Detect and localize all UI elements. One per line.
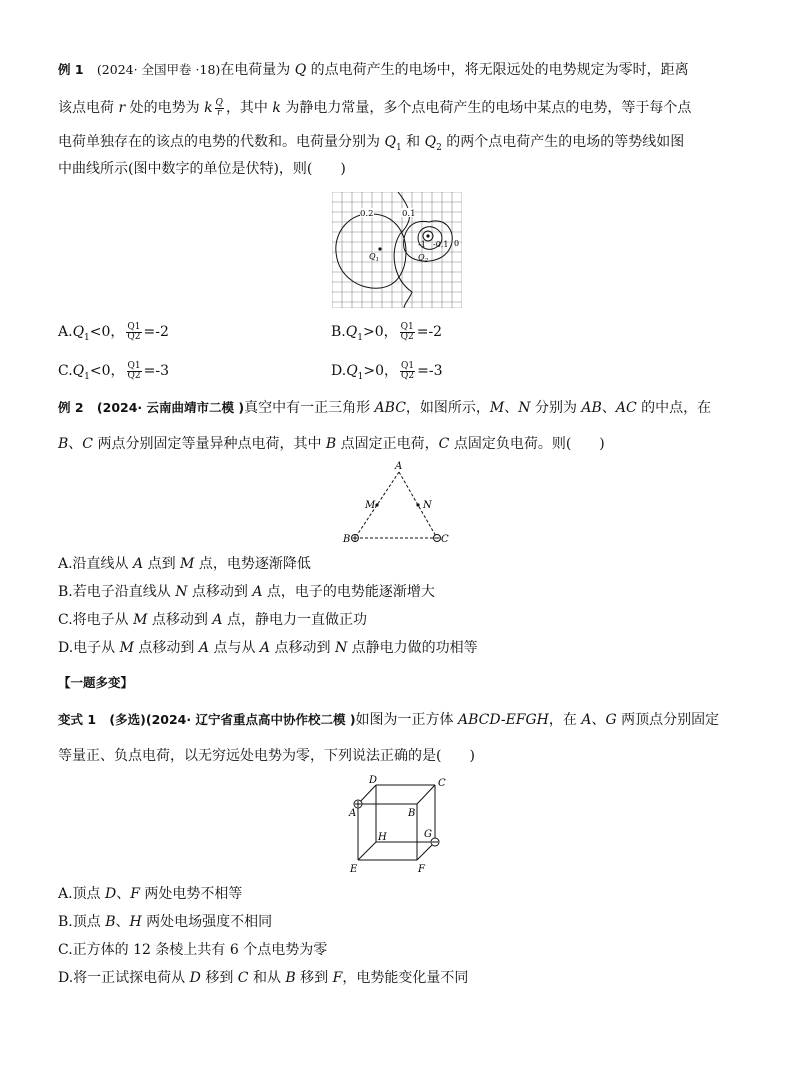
opt-num: 6 <box>229 942 239 958</box>
ex1-source: (2024· 全国甲卷 ·18) <box>96 62 221 77</box>
frac-den: Q2 <box>127 331 141 342</box>
ex1-line-2 <box>58 98 691 118</box>
frac-num: Q1 <box>127 321 141 332</box>
opt-text: 点与从 <box>209 640 260 656</box>
var1-cube-figure <box>340 772 460 878</box>
opt-var: N <box>175 584 188 600</box>
ex2-var: C <box>438 436 450 452</box>
opt-text: 移到 <box>295 970 333 986</box>
opt-var: D <box>189 970 201 986</box>
option-val: =-2 <box>143 324 169 340</box>
var1-var: A <box>581 712 592 728</box>
option-fraction <box>126 323 141 342</box>
opt-text: 、 <box>115 914 130 930</box>
opt-text: B.顶点 <box>58 914 106 930</box>
option-rel: <0， <box>89 363 125 379</box>
ex1-sub: 1 <box>395 142 402 153</box>
option-sub: 1 <box>357 332 363 343</box>
edge-bc <box>417 785 435 804</box>
opt-var: A <box>212 612 223 628</box>
ex2-text: 的中点，在 <box>636 400 712 416</box>
label-n: N <box>423 500 432 511</box>
opt-text: D.电子从 <box>58 640 120 656</box>
ex2-var: M <box>489 400 505 416</box>
opt-text: 点静电力做的功相等 <box>347 640 478 656</box>
ex1-text: 在电荷量为 <box>220 62 295 78</box>
frac-num: Q1 <box>401 360 415 371</box>
label-d: D <box>369 775 378 786</box>
frac-num: Q <box>215 97 223 108</box>
opt-var: C <box>237 970 249 986</box>
opt-text: 和从 <box>248 970 286 986</box>
frac-den: Q2 <box>401 370 415 381</box>
ex2-line-1 <box>58 398 711 418</box>
label-c: C <box>441 534 449 545</box>
option-val: =-2 <box>416 324 443 340</box>
edge-eh <box>358 842 376 860</box>
opt-text: 点移动到 <box>187 584 253 600</box>
label-e: E <box>350 864 358 875</box>
option-val: =-3 <box>143 363 170 379</box>
ex2-option-d[interactable] <box>58 638 478 658</box>
label-0.1: 0.1 <box>402 209 416 219</box>
point-m <box>375 503 378 506</box>
opt-var: A <box>252 584 263 600</box>
option-letter: D. <box>331 363 347 379</box>
label-c: C <box>438 778 446 789</box>
var1-text: 、 <box>591 712 606 728</box>
option-sub: 1 <box>84 332 90 343</box>
option-var: Q <box>72 324 85 340</box>
ex1-text: 的点电荷产生的电场中，将无限远处的电势规定为零时，距离 <box>306 62 689 78</box>
ex2-var: B <box>58 436 69 452</box>
ex1-label: 例 1 <box>58 62 84 77</box>
q1-charge <box>378 247 381 250</box>
ex1-var-k: k <box>272 100 281 116</box>
opt-text: 两处电势不相等 <box>139 886 243 902</box>
opt-var: M <box>133 612 148 628</box>
label-q1: $Q_1$ <box>369 252 380 263</box>
ex1-option-c[interactable] <box>58 361 169 387</box>
frac-den: r <box>217 107 222 118</box>
var1-line-2: 等量正、负点电荷，以无穷远处电势为零，下列说法正确的是( ) <box>58 748 475 764</box>
opt-text: C.将电子从 <box>58 612 134 628</box>
opt-text: 、 <box>116 886 131 902</box>
opt-var: M <box>119 640 134 656</box>
ex2-var: ABC <box>374 400 406 416</box>
opt-var: A <box>259 640 271 656</box>
ex2-text: 、 <box>504 400 519 416</box>
var1-text: 两顶点分别固定 <box>616 712 720 728</box>
opt-var: F <box>130 886 140 902</box>
option-fraction <box>400 323 415 342</box>
var1-line-1 <box>58 710 719 730</box>
ex1-var-r: r <box>118 100 126 116</box>
option-fraction <box>127 362 142 381</box>
option-sub: 1 <box>84 371 90 382</box>
opt-var: A <box>133 556 144 572</box>
opt-text: B.若电子沿直线从 <box>58 584 176 600</box>
var1-var: ABCD-EFGH <box>457 712 549 728</box>
opt-text: 点移动到 <box>133 640 199 656</box>
label-minus-0.1: -0.1 <box>433 240 449 249</box>
ex2-text: 分别为 <box>530 400 582 416</box>
ex2-label: 例 2 <box>58 400 84 415</box>
section-header: 【一题多变】 <box>58 675 134 690</box>
ex1-fraction <box>215 99 224 118</box>
var1-label: 变式 1 <box>58 712 97 727</box>
var1-option-c[interactable] <box>58 940 327 960</box>
label-g: G <box>424 829 432 840</box>
ex2-option-c[interactable] <box>58 610 367 630</box>
opt-text: D.将一正试探电荷从 <box>58 970 190 986</box>
point-n <box>416 503 419 506</box>
ex1-text: 处的电势为 <box>125 100 205 116</box>
opt-var: A <box>198 640 210 656</box>
opt-var: N <box>334 640 348 656</box>
ex1-line-4: 中曲线所示(图中数字的单位是伏特)，则( ) <box>58 161 346 177</box>
option-letter: C. <box>58 363 73 379</box>
option-sub: 1 <box>357 371 364 382</box>
opt-var: D <box>105 886 117 902</box>
label-0: 0 <box>454 239 460 248</box>
ex2-var: B <box>325 436 337 452</box>
option-fraction <box>400 362 415 381</box>
opt-var: B <box>105 914 116 930</box>
ex1-option-d[interactable] <box>331 361 443 387</box>
ex1-line-3 <box>58 132 684 158</box>
q2-charge <box>426 234 429 237</box>
ex2-text: 、 <box>68 436 83 452</box>
ex1-option-a[interactable] <box>58 322 169 348</box>
ex2-option-a[interactable] <box>58 554 311 574</box>
ex1-sub: 2 <box>436 142 442 153</box>
ex1-var-k: k <box>204 100 213 116</box>
option-val: =-3 <box>417 363 443 379</box>
frac-num: Q1 <box>127 360 141 371</box>
ex2-text: 点固定正电荷， <box>336 436 439 452</box>
opt-var: H <box>129 914 142 930</box>
ex2-text: 真空中有一正三角形 <box>244 400 375 416</box>
var1-var: G <box>605 712 617 728</box>
var1-text: 如图为一正方体 <box>355 712 458 728</box>
label-h: H <box>378 832 387 843</box>
opt-text: 移到 <box>200 970 238 986</box>
label-b: B <box>343 534 351 545</box>
ex2-source: (2024· 云南曲靖市二模 ) <box>96 400 245 415</box>
option-var: Q <box>345 324 358 340</box>
var1-source: (2024· 辽宁省重点高中协作校二模 ) <box>145 712 356 727</box>
ex2-option-b[interactable] <box>58 582 435 602</box>
label-b: B <box>408 808 416 819</box>
frac-den: Q2 <box>127 370 141 381</box>
label-m: M <box>365 500 376 511</box>
option-rel: <0， <box>89 324 125 340</box>
ex2-triangle-figure <box>340 460 460 550</box>
ex2-text: 两点分别固定等量异种点电荷，其中 <box>93 436 326 452</box>
opt-text: 个点电势为零 <box>238 942 328 958</box>
opt-text: 条棱上共有 <box>150 942 230 958</box>
ex1-equipotential-figure <box>332 192 462 308</box>
label-a: A <box>349 808 357 819</box>
ex2-text: ，如图所示， <box>405 400 490 416</box>
option-rel: >0， <box>363 363 399 379</box>
label-minus-1: -1 <box>418 240 426 249</box>
grid <box>332 192 462 308</box>
opt-text: A.顶点 <box>58 886 106 902</box>
ex1-text: 该点电荷 <box>58 100 119 116</box>
ex1-text: 为静电力常量，多个点电荷产生的电场中某点的电势，等于每个点 <box>280 100 692 116</box>
var1-option-a[interactable] <box>58 884 242 904</box>
ex2-var: N <box>518 400 531 416</box>
var1-text: ，在 <box>548 712 582 728</box>
var1-option-d[interactable] <box>58 968 468 988</box>
opt-text: ，电势能变化量不同 <box>342 970 469 986</box>
ex2-var: C <box>82 436 94 452</box>
option-var: Q <box>72 363 85 379</box>
option-rel: >0， <box>362 324 398 340</box>
ex2-line-2 <box>58 434 605 454</box>
opt-var: F <box>332 970 343 986</box>
ex1-text: 和 <box>401 134 425 150</box>
option-var: Q <box>346 363 358 379</box>
opt-var: M <box>180 556 195 572</box>
opt-text: 点移动到 <box>270 640 335 656</box>
frac-num: Q1 <box>400 321 414 332</box>
ex1-text: 电荷单独存在的该点的电势的代数和。电荷量分别为 <box>58 134 385 150</box>
label-a: A <box>395 461 403 472</box>
opt-text: A.沿直线从 <box>58 556 134 572</box>
opt-text: 点，电子的电势能逐渐增大 <box>262 584 435 600</box>
ex2-text: 、 <box>601 400 616 416</box>
frac-den: Q2 <box>400 331 414 342</box>
ex1-var-q1: Q <box>384 134 396 150</box>
option-letter: B. <box>331 324 346 340</box>
opt-text: C.正方体的 <box>58 942 134 958</box>
ex1-text: 的两个点电荷产生的电场的等势线如图 <box>441 134 685 150</box>
opt-text: 点，电势逐渐降低 <box>194 556 311 572</box>
opt-text: 两处电场强度不相同 <box>141 914 273 930</box>
opt-text: 点移动到 <box>147 612 213 628</box>
opt-text: 点，静电力一直做正功 <box>222 612 367 628</box>
ex1-line-1 <box>58 60 689 80</box>
ex1-text: ，其中 <box>225 100 273 116</box>
label-q2: $Q_2$ <box>418 253 429 264</box>
ex1-var-q: Q <box>294 62 307 78</box>
opt-num: 12 <box>133 942 151 958</box>
opt-text: 点到 <box>143 556 181 572</box>
label-f: F <box>418 864 425 875</box>
option-letter: A. <box>58 324 73 340</box>
ex2-text: 点固定负电荷。则( ) <box>449 436 605 452</box>
ex2-var: AB <box>581 400 602 416</box>
ex2-var: AC <box>615 400 637 416</box>
ex1-option-b[interactable] <box>331 322 442 348</box>
ex1-var-q2: Q <box>424 134 437 150</box>
var1-option-b[interactable] <box>58 912 272 932</box>
label-0.2: 0.2 <box>360 209 374 219</box>
opt-var: B <box>285 970 296 986</box>
var1-tag: (多选) <box>109 712 146 727</box>
